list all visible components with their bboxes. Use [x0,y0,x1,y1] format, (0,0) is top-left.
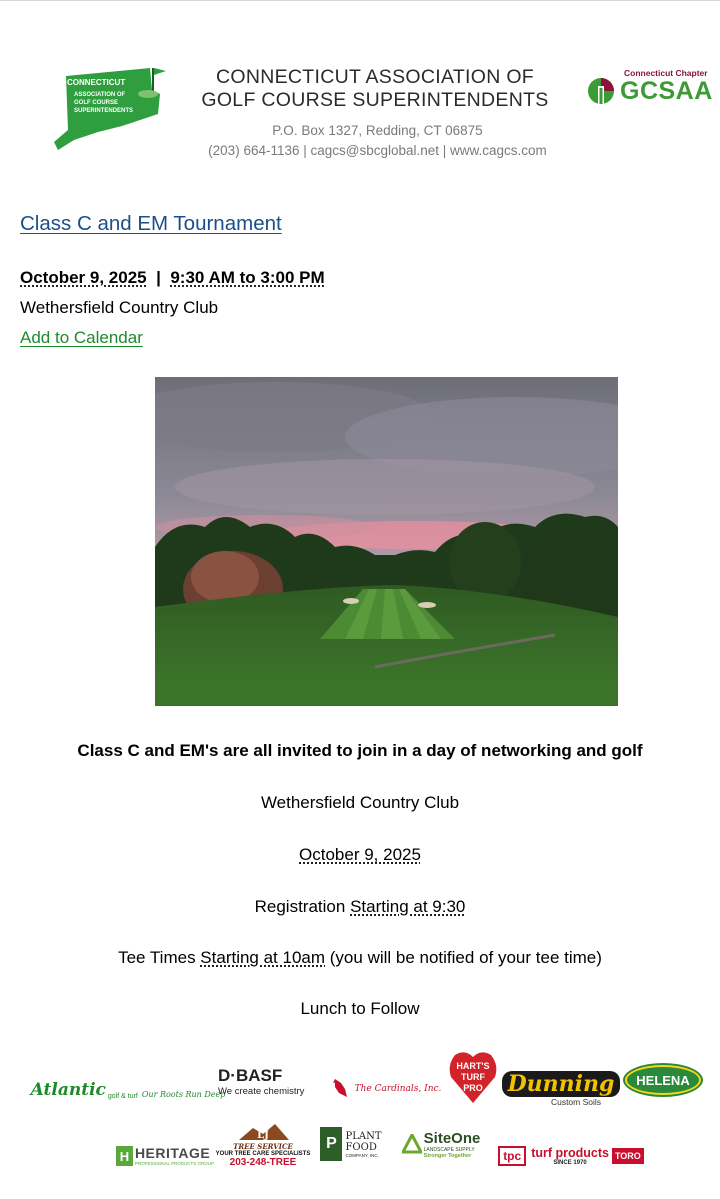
event-venue: Wethersfield Country Club [20,298,219,317]
tree-service-title: TREE SERVICE [233,1142,293,1151]
association-phone-email-web: (203) 664-1136 | cagcs@sbcglobal.net | www.cagcs.com [208,143,547,158]
tee-time-note: (you will be notified of your tee time) [325,948,602,967]
details-date-value: October 9, 2025 [299,845,421,864]
sponsor-siteone [392,1126,490,1164]
siteone-sub: LANDSCAPE SUPPLY [423,1147,475,1153]
association-address: P.O. Box 1327, Redding, CT 06875 [272,123,483,138]
atlantic-name: Atlantic [30,1080,106,1100]
invitation-text: Class C and EM's are all invited to join in a day of networking and golf [77,741,643,760]
golf-course-photo [155,377,618,706]
association-header [0,52,720,162]
ct-logo-text-1: CONNECTICUT [67,78,126,87]
sponsor-harts-turf-pro [447,1049,499,1105]
association-name [195,66,555,112]
tee-time-start: Starting at 10am [200,948,326,967]
heritage-sub: PROFESSIONAL PRODUCTS GROUP [134,1161,215,1166]
add-to-calendar-link[interactable]: Add to Calendar [20,328,143,347]
registration-time: Starting at 9:30 [350,897,466,916]
tree-service-phone: 203-248-TREE [229,1157,297,1168]
sponsor-tree-service [215,1118,311,1172]
dunning-sub: Custom Soils [550,1097,602,1107]
atlantic-tagline: Our Roots Run Deep [141,1089,226,1099]
plant-food-line-1: PLANT [345,1130,382,1142]
association-name-line-1: CONNECTICUT ASSOCIATION OF [215,66,535,88]
tpc-mark: tpc [498,1146,526,1166]
basf-mark: D·BASF [218,1065,283,1085]
gcsaa-emblem-icon [586,76,616,106]
ct-logo-text-3: GOLF COURSE [74,100,119,106]
helena-name: HELENA [636,1072,690,1088]
tee-times-line [0,948,720,968]
heritage-name: HERITAGE [134,1145,211,1161]
registration-line [0,897,720,917]
sponsor-dunning [505,1066,617,1112]
plant-food-line-2: FOOD [345,1141,377,1153]
event-date-time [20,268,325,288]
sponsor-helena [622,1062,704,1098]
atlantic-sub: golf & turf [107,1092,138,1100]
sponsor-plant-food [312,1124,390,1164]
tree-service-icon [233,1122,293,1142]
basf-tagline: We create chemistry [218,1085,305,1097]
ct-logo-text-4: SUPERINTENDENTS [74,108,134,114]
siteone-name: SiteOne [423,1130,481,1147]
details-date [0,845,720,865]
association-contact [190,121,565,161]
gcsaa-chapter-logo [584,68,714,112]
top-divider [0,0,720,1]
lunch-line: Lunch to Follow [300,999,420,1018]
details-venue: Wethersfield Country Club [260,793,460,812]
sponsor-cardinals [328,1074,444,1104]
sponsor-atlantic [30,1075,226,1105]
registration-label: Registration [254,897,351,916]
gcsaa-name: GCSAA [620,77,713,105]
heritage-h-icon: H [116,1146,133,1166]
harts-name: HART'S [456,1061,490,1071]
cardinal-bird-icon [331,1077,351,1101]
siteone-tagline: Stronger Together [423,1153,472,1159]
association-name-line-2: GOLF COURSE SUPERINTENDENTS [201,89,549,111]
gcsaa-chapter-label: Connecticut Chapter [624,68,708,78]
dunning-name: Dunning [502,1071,621,1097]
cardinals-name: The Cardinals, Inc. [354,1084,442,1094]
connecticut-logo [52,60,174,152]
date-time-separator: | [156,268,161,287]
event-date: October 9, 2025 [20,268,147,287]
sponsor-basf [218,1063,306,1099]
siteone-leaf-icon [402,1134,422,1156]
ct-logo-text-2: ASSOCIATION OF [74,92,126,98]
tree-service-tagline: YOUR TREE CARE SPECIALISTS [215,1151,311,1157]
sponsor-heritage [112,1143,218,1169]
turf-products-name: turf products [531,1145,609,1160]
plant-food-sub: COMPANY, INC. [345,1152,379,1158]
sponsor-turf-products [496,1142,646,1170]
event-title-link[interactable]: Class C and EM Tournament [20,212,282,235]
event-time: 9:30 AM to 3:00 PM [170,268,325,287]
harts-pro: PRO [463,1083,483,1093]
harts-turf: TURF [461,1072,485,1082]
svg-text:LJ: LJ [257,1130,269,1141]
plant-food-p-icon: P [320,1127,342,1161]
toro-mark: TORO [612,1148,644,1164]
turf-products-sub: SINCE 1970 [553,1159,587,1166]
tee-times-label: Tee Times [118,948,201,967]
